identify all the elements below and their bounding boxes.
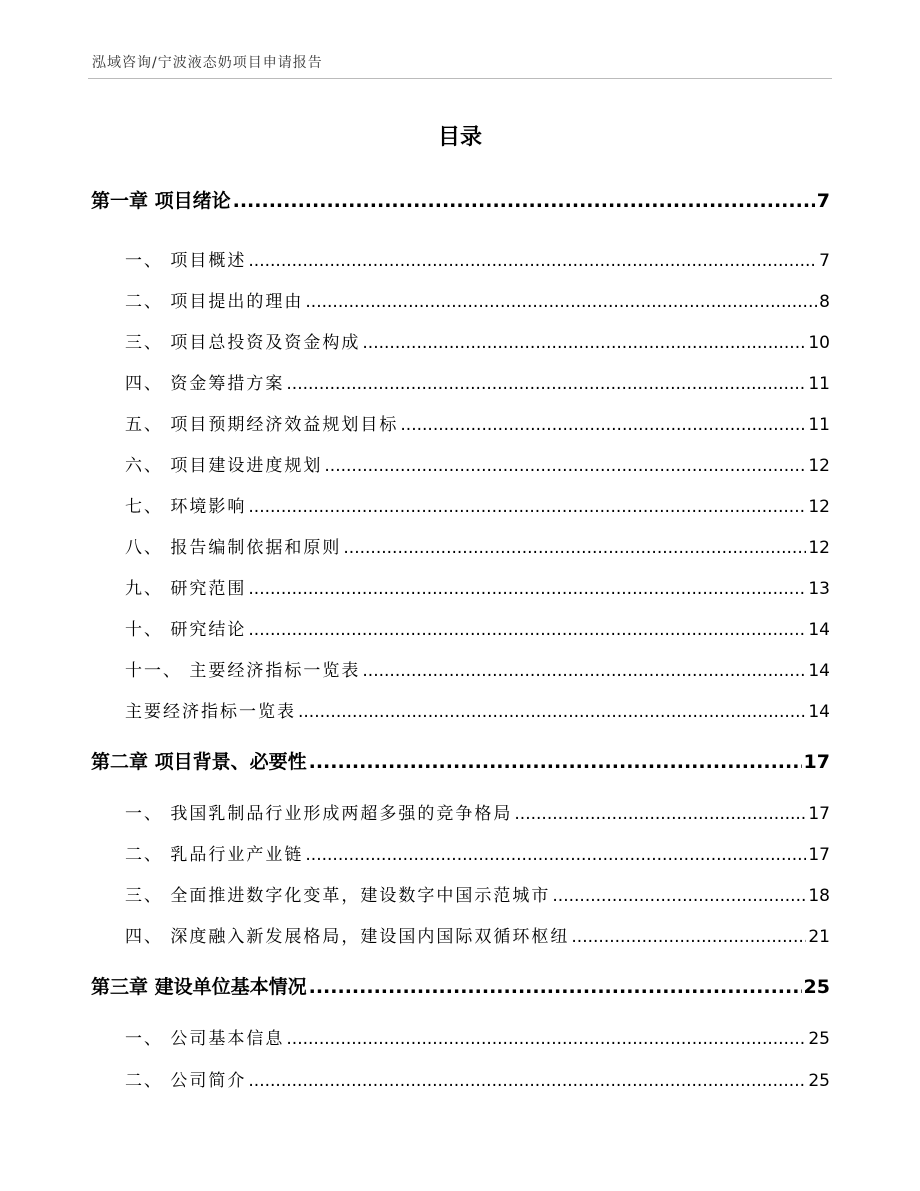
toc-page-number: 13 — [808, 579, 830, 599]
toc-dot-leader — [309, 976, 802, 998]
toc-section-entry[interactable] — [91, 656, 830, 681]
toc-entry-label: 十一、 主要经济指标一览表 — [125, 661, 361, 681]
toc-section-entry[interactable] — [91, 881, 830, 906]
toc-section-entry[interactable] — [91, 246, 830, 271]
toc-dot-leader — [400, 415, 806, 435]
toc-page-number: 21 — [808, 927, 830, 947]
toc-chapter-entry[interactable] — [91, 186, 830, 213]
toc-entry-label: 第一章 项目绪论 — [91, 190, 231, 212]
toc-section-entry[interactable] — [91, 533, 830, 558]
toc-dot-leader — [248, 497, 806, 517]
toc-entry-label: 四、 深度融入新发展格局，建设国内国际双循环枢纽 — [125, 927, 570, 947]
toc-section-entry[interactable] — [91, 328, 830, 353]
toc-page-number: 14 — [808, 702, 830, 722]
page-header: 泓域咨询/宁波液态奶项目申请报告 — [92, 55, 323, 71]
toc-section-entry[interactable] — [91, 615, 830, 640]
toc-page-number: 12 — [808, 456, 830, 476]
toc-dot-leader — [248, 1071, 806, 1091]
toc-chapter-entry[interactable] — [91, 972, 830, 999]
toc-entry-label: 主要经济指标一览表 — [125, 702, 296, 722]
toc-dot-leader — [233, 190, 815, 212]
toc-dot-leader — [362, 661, 806, 681]
toc-entry-label: 一、 项目概述 — [125, 251, 247, 271]
toc-entry-label: 十、 研究结论 — [125, 620, 247, 640]
header-divider — [88, 78, 832, 79]
toc-entry-label: 八、 报告编制依据和原则 — [125, 538, 342, 558]
toc-chapter-entry[interactable] — [91, 747, 830, 774]
toc-page-number: 12 — [808, 497, 830, 517]
toc-entry-label: 第二章 项目背景、必要性 — [91, 751, 307, 773]
toc-page-number: 10 — [808, 333, 830, 353]
toc-dot-leader — [514, 804, 806, 824]
toc-section-entry[interactable] — [91, 1066, 830, 1091]
toc-entry-label: 二、 项目提出的理由 — [125, 292, 304, 312]
toc-entry-label: 四、 资金筹措方案 — [125, 374, 285, 394]
toc-dot-leader — [286, 374, 806, 394]
toc-dot-leader — [571, 927, 806, 947]
toc-page-number: 25 — [808, 1071, 830, 1091]
toc-dot-leader — [248, 579, 806, 599]
toc-entry-label: 九、 研究范围 — [125, 579, 247, 599]
toc-entry-label: 一、 我国乳制品行业形成两超多强的竞争格局 — [125, 804, 513, 824]
toc-entry-label: 六、 项目建设进度规划 — [125, 456, 323, 476]
toc-dot-leader — [248, 251, 817, 271]
toc-page-number: 8 — [819, 292, 830, 312]
toc-dot-leader — [305, 292, 817, 312]
toc-entry-label: 第三章 建设单位基本情况 — [91, 976, 307, 998]
toc-entry-label: 七、 环境影响 — [125, 497, 247, 517]
toc-section-entry[interactable] — [91, 410, 830, 435]
toc-section-entry[interactable] — [91, 492, 830, 517]
toc-page-number: 7 — [816, 190, 830, 212]
toc-dot-leader — [248, 620, 806, 640]
toc-entry-label: 三、 全面推进数字化变革，建设数字中国示范城市 — [125, 886, 551, 906]
toc-section-entry[interactable] — [91, 1024, 830, 1049]
toc-page-number: 18 — [808, 886, 830, 906]
toc-section-entry[interactable] — [91, 574, 830, 599]
toc-dot-leader — [552, 886, 806, 906]
toc-dot-leader — [362, 333, 806, 353]
toc-page-number: 12 — [808, 538, 830, 558]
toc-page-number: 7 — [819, 251, 830, 271]
toc-section-entry[interactable] — [91, 451, 830, 476]
toc-section-entry[interactable] — [91, 922, 830, 947]
toc-section-entry[interactable] — [91, 697, 830, 722]
toc-page-number: 17 — [808, 845, 830, 865]
toc-page-number: 17 — [803, 751, 830, 773]
toc-entry-label: 二、 乳品行业产业链 — [125, 845, 304, 865]
toc-page-number: 11 — [808, 374, 830, 394]
toc-page-number: 11 — [808, 415, 830, 435]
toc-entry-label: 三、 项目总投资及资金构成 — [125, 333, 361, 353]
toc-dot-leader — [324, 456, 806, 476]
toc-section-entry[interactable] — [91, 287, 830, 312]
toc-entry-label: 二、 公司简介 — [125, 1071, 247, 1091]
toc-dot-leader — [309, 751, 802, 773]
toc-section-entry[interactable] — [91, 369, 830, 394]
toc-page-number: 25 — [808, 1029, 830, 1049]
toc-entry-label: 一、 公司基本信息 — [125, 1029, 285, 1049]
toc-dot-leader — [298, 702, 806, 722]
toc-dot-leader — [286, 1029, 806, 1049]
toc-page-number: 14 — [808, 620, 830, 640]
toc-section-entry[interactable] — [91, 799, 830, 824]
toc-dot-leader — [343, 538, 806, 558]
toc-entry-label: 五、 项目预期经济效益规划目标 — [125, 415, 399, 435]
toc-section-entry[interactable] — [91, 840, 830, 865]
toc-page-number: 14 — [808, 661, 830, 681]
toc-page-number: 17 — [808, 804, 830, 824]
toc-dot-leader — [305, 845, 806, 865]
toc-page-number: 25 — [803, 976, 830, 998]
toc-title: 目录 — [437, 125, 482, 150]
